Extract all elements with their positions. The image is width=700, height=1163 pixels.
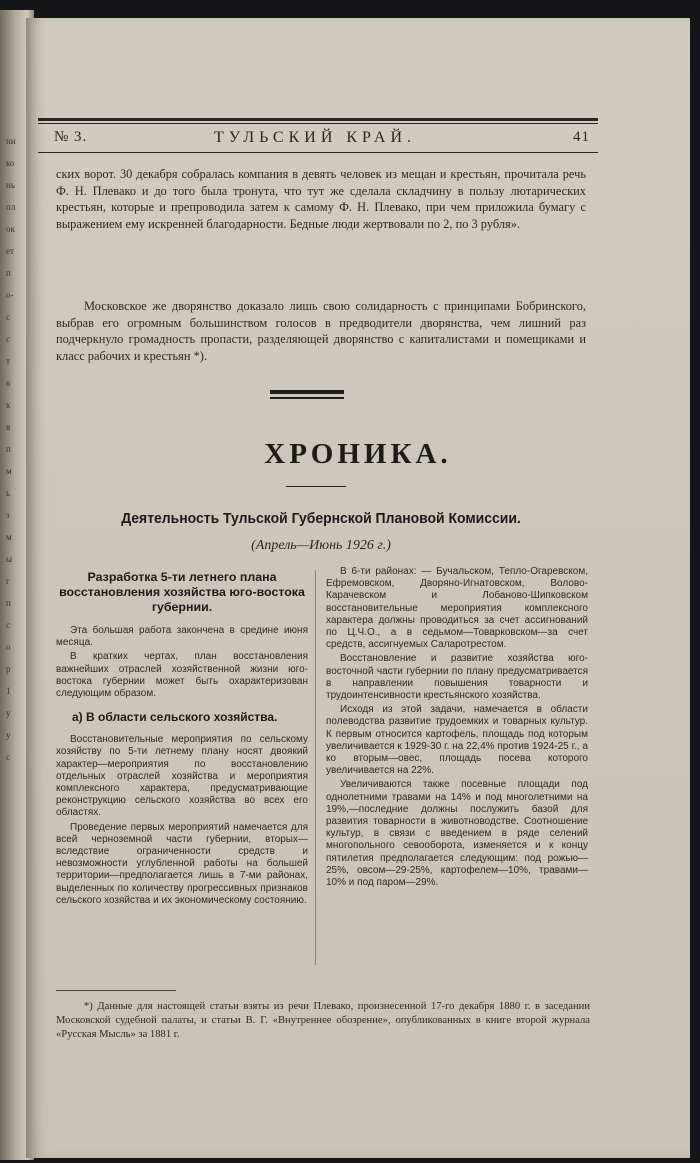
right-paragraph: В 6-ти районах: — Бучальском, Тепло-Огаревском, Ефремовском, Дворяно-Игнатовском, Волово-Карачевском и Лобаново-Шипковском восстановительные мероприятия комплексного характера должны проводиться за счет ассигнований по Ц.Ч.О., а в седьмом—Товарковском—за счет средств, ассигнуемых Саларотрестом. bbox=[326, 566, 588, 651]
divider-bar-thin bbox=[270, 397, 344, 399]
section-divider bbox=[270, 390, 344, 404]
journal-title: ТУЛЬСКИЙ КРАЙ. bbox=[213, 129, 417, 146]
article-date: (Апрель—Июнь 1926 г.) bbox=[251, 538, 391, 553]
issue-number: № 3. bbox=[54, 129, 88, 145]
header-rule-top bbox=[38, 118, 598, 121]
divider-bar-thick bbox=[270, 390, 344, 394]
intro-paragraph-2: Московское же дворянство доказало лишь свою солидарность с принципами Бобринского, выбрав его огромным большинством голосов в предводители дворянства, чем лишний раз подчеркнуло громадность пропасти, разделяющей дворянство с капиталистами и помещиками и класс рабочих и крестьян *). bbox=[56, 299, 586, 363]
journal-page bbox=[26, 18, 690, 1158]
right-paragraph: Увеличиваются также посевные площади под однолетними травами на 14% и под многолетними на 19%,—последние должны послужить базой для развития товарности в животноводстве. Соотношение культур, в связи с введением в ряде селений многопольного севооборота, изменяется и к концу пятилетия предполагается следующим: под рожью—25%, овсом—29-25%, картофелем—10%, травами—10% и под паром—29%. bbox=[326, 779, 588, 889]
left-paragraph: В кратких чертах, план восстановления важнейших отраслей хозяйственной жизни юго-востока губернии может быть охарактеризован следующим образом. bbox=[56, 651, 308, 700]
section-title: ХРОНИКА. bbox=[264, 438, 452, 470]
left-column-subheading: а) В области сельского хозяйства. bbox=[72, 710, 278, 725]
left-column-heading: Разработка 5-ти летнего плана восстановления хозяйства юго-востока губернии. bbox=[59, 570, 305, 614]
footnote: *) Данные для настоящей статьи взяты из речи Плевако, произнесенной 17-го декабря 1880 г. в заседании Московской судебной палаты, и статьи В. Г. «Внутреннее обозрение», опубликованных в книге второй журнала «Русская Мысль» за 1881 г. bbox=[56, 1001, 590, 1040]
right-paragraph: Восстановление и развитие хозяйства юго-восточной части губернии по плану предусматривается в направлении повышения товарности и трудоинтенсивности крестьянского хозяйства. bbox=[326, 653, 588, 702]
right-paragraph: Исходя из этой задачи, намечается в области полеводства развитие трудоемких и товарных культур. К первым относится картофель, площадь под которым увеличивается к 1929-30 г. на 22,4% против 1924-25 г., а ко вторым—овес, площадь посева которого увеличивается на 22%. bbox=[326, 704, 588, 777]
right-column bbox=[326, 566, 588, 891]
footnote-rule bbox=[56, 990, 176, 991]
left-paragraph: Эта большая работа закончена в средине июня месяца. bbox=[56, 625, 308, 649]
article-title: Деятельность Тульской Губернской Плановой Комиссии. bbox=[121, 510, 521, 527]
running-header bbox=[40, 129, 590, 151]
previous-page-text-fragment: ни ко нь пл ок ет п о- с с т в к в п м ь з м ы г п с о р 1 у у с bbox=[6, 136, 16, 762]
page-number: 41 bbox=[573, 129, 590, 145]
left-column bbox=[56, 566, 308, 909]
left-paragraph: Восстановительные мероприятия по сельскому хозяйству по 5-ти летнему плану носят двоякий характер—мероприятия по восстановлению отдельных отраслей хозяйства и мероприятия комплексного характера, предусматривающие реконструкцию сельского хозяйства во всех его областях. bbox=[56, 734, 308, 819]
intro-paragraph-1: ских ворот. 30 декабря собралась компания в девять человек из мещан и крестьян, прочитала речь Ф. Н. Плевако и до того была тронута, что тут же сделала складчину в пользу лютарических крестьян, которые и препроводила затем к самому Ф. Н. Плевако, при чем приложила бумагу с выражением ему искренней благодарности. Бедные люди жертвовали по 2, по 3 рубля». bbox=[56, 167, 586, 231]
title-underline bbox=[286, 486, 346, 487]
header-rule-bottom bbox=[38, 152, 598, 153]
left-paragraph: Проведение первых мероприятий намечается для всей черноземной части губернии, вторых—вследствие ограниченности средств и невозможности углубленной работы на большей территории—предполагается лишь в 7-ми районах, выделенных по количеству прогрессивных признаков сельского хозяйства и их экономическому состоянию. bbox=[56, 821, 308, 906]
column-divider bbox=[315, 570, 316, 965]
